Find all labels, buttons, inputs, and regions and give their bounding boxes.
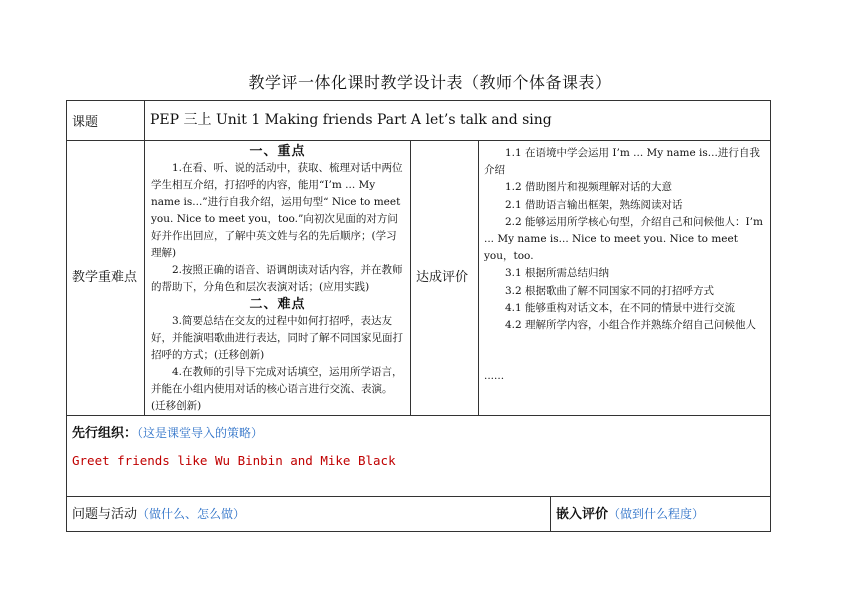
embedded-eval-hint: （做到什么程度） xyxy=(608,507,705,521)
evaluation-item: 2.1 借助语言输出框架，熟练阅读对话 xyxy=(505,198,683,211)
advance-organizer-label: 先行组织： xyxy=(72,426,138,441)
difficult-point-item: 4.在教师的引导下完成对话填空，运用所学语言，并能在小组内使用对话的核心语言进行交流、表演。(迁移创新) xyxy=(151,366,403,412)
activity-cell xyxy=(67,497,551,532)
advance-organizer-row xyxy=(67,416,771,497)
evaluation-item: 4.1 能够重构对话文本，在不同的情景中进行交流 xyxy=(505,301,736,314)
advance-organizer-content: Greet friends like Wu Binbin and Mike Black xyxy=(72,453,396,468)
evaluation-item: 2.2 能够运用所学核心句型，介绍自己和问候他人：I’m ... My name is... Nice to meet you. Nice to meet you，too. xyxy=(484,215,763,263)
key-point-item: 1.在看、听、说的活动中，获取、梳理对话中两位学生相互介绍，打招呼的内容，能用“I’m ... My name is...”进行自我介绍，运用句型“ Nice to meet you. Nice to meet you，too.”向初次见面的对方问好并作出回应，了解中英文姓与名的先后顺序；(学习理解) xyxy=(151,162,403,259)
course-label: 课题 xyxy=(67,101,145,141)
evaluation-item: 1.1 在语境中学会运用 I’m ... My name is...进行自我介绍 xyxy=(484,147,760,177)
lesson-plan-table xyxy=(66,100,771,532)
embedded-eval-label: 嵌入评价 xyxy=(556,507,609,522)
difficult-points-heading: 二、难点 xyxy=(249,297,306,312)
evaluation-item: 3.2 根据歌曲了解不同国家不同的打招呼方式 xyxy=(505,284,715,297)
evaluation-label xyxy=(411,141,479,416)
activity-row xyxy=(67,497,771,532)
focus-label xyxy=(67,141,145,416)
evaluation-item: 4.2 理解所学内容，小组合作并熟练介绍自己问候他人 xyxy=(505,319,757,332)
focus-row xyxy=(67,141,771,416)
focus-content xyxy=(145,141,411,416)
document-title: 教学评一体化课时教学设计表（教师个体备课表） xyxy=(248,73,612,92)
advance-organizer-heading xyxy=(72,422,765,441)
evaluation-item: 3.1 根据所需总结归纳 xyxy=(505,267,610,280)
activity-hint: （做什么、怎么做） xyxy=(137,507,246,521)
activity-label: 问题与活动 xyxy=(72,507,138,522)
evaluation-label-text: 达成评价 xyxy=(416,270,469,285)
key-point-item: 2.按照正确的语音、语调朗读对话内容，并在教师的帮助下，分角色和层次表演对话；(应用实践) xyxy=(151,264,403,293)
course-row xyxy=(67,101,771,141)
difficult-point-item: 3.简要总结在交友的过程中如何打招呼，表达友好，并能演唱歌曲进行表达，同时了解不同国家见面打招呼的方式；(迁移创新) xyxy=(151,315,403,361)
evaluation-content xyxy=(479,141,771,416)
advance-organizer-hint: （这是课堂导入的策略） xyxy=(137,426,264,440)
embedded-eval-cell xyxy=(551,497,771,532)
focus-label-text: 教学重难点 xyxy=(72,270,138,285)
advance-organizer-cell xyxy=(67,416,771,497)
key-points-heading: 一、重点 xyxy=(249,144,306,159)
course-value: PEP 三上 Unit 1 Making friends Part A let’s talk and sing xyxy=(145,101,771,141)
evaluation-ellipsis: ...... xyxy=(484,370,505,383)
evaluation-item: 1.2 借助图片和视频理解对话的大意 xyxy=(505,181,673,194)
